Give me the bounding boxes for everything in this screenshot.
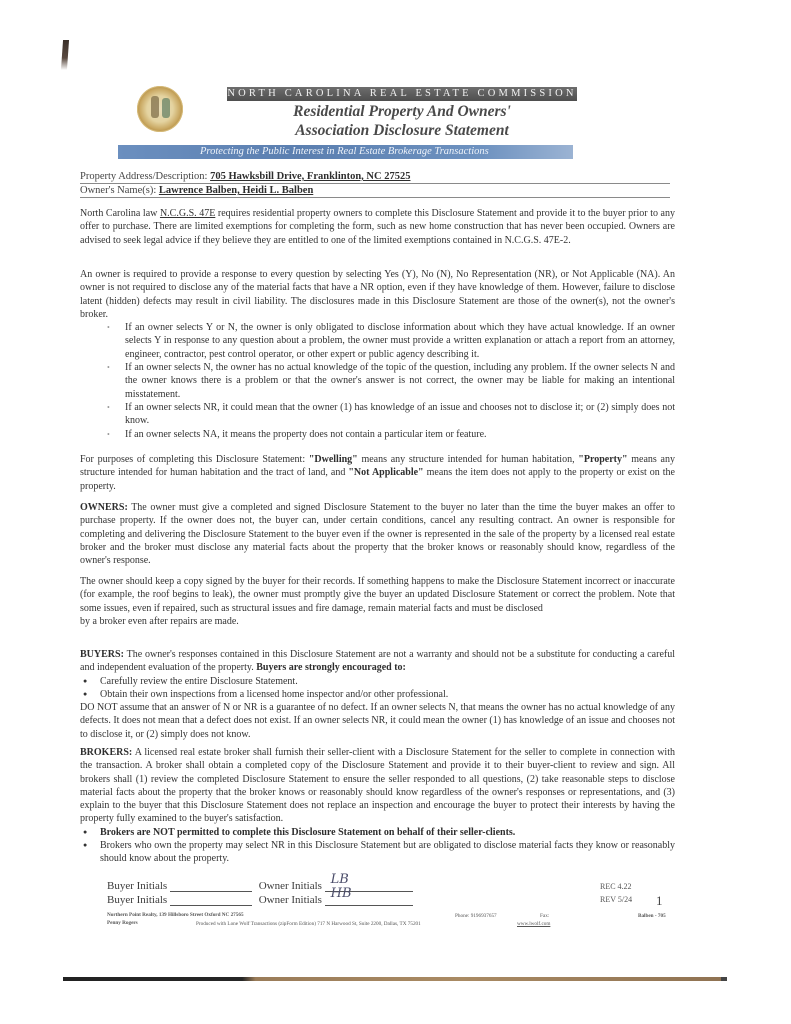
footer-file-name: Balben - 705 — [638, 913, 666, 919]
footer-website-link[interactable]: www.lwolf.com — [517, 921, 551, 927]
definitions-text: means any structure intended for human habitation, — [357, 454, 579, 465]
buyers-heading: BUYERS: — [80, 649, 124, 660]
form-rec-code: REC 4.22 — [600, 882, 632, 891]
intro-text: North Carolina law — [80, 208, 160, 219]
buyers-closing: DO NOT assume that an answer of N or NR is a guarantee of no defect. If an owner selects N, that means the owner has no actual knowledge of any defects. It does not mean that a defect does not exist. If an owner selects NR, it could mean the owner (1) has knowledge of an issue and chooses not to disclose it, or (2) simply does not know. — [80, 702, 675, 740]
initials-row-2 — [107, 886, 413, 906]
buyer-initials-label: Buyer Initials — [107, 880, 168, 892]
footer-produced-with: Produced with Lone Wolf Transactions (zipForm Edition) 717 N Harwood St, Suite 2200, Dallas, TX 75201 — [196, 921, 421, 927]
buyer-initials-label: Buyer Initials — [107, 894, 168, 906]
brokers-section — [80, 746, 675, 866]
definitions-text: means any structure intended for human habitation and the tract of land, and — [80, 454, 675, 479]
definitions-paragraph — [80, 453, 675, 493]
buyer-initials-field[interactable] — [170, 894, 252, 906]
response-instructions — [80, 268, 675, 441]
bullet-item: • If an owner selects NA, it means the property does not contain a particular item or feature. — [80, 428, 675, 441]
scan-artifact — [61, 40, 69, 70]
brokers-text: A licensed real estate broker shall furnish their seller-client with a Disclosure Statement for the seller to complete in connection with the transaction. A broker shall obtain a completed copy of the Disclosure Statement and provide it to their buyer-client to review and sign. All brokers shall (1) review the completed Disclosure Statement to ensure the seller responded to all questions, (2) take reasonable steps to disclose material facts about the property that the broker knows or reasonably should know regardless of the owner's responses or representations, and (3) explain to the buyer that this Disclosure Statement does not replace an inspection and encourage the buyer to protect their interests by having the property fully examined to the buyer's satisfaction. — [80, 747, 675, 825]
owner-initials-label: Owner Initials — [258, 894, 322, 906]
scan-bottom-edge — [63, 977, 727, 981]
buyers-section — [80, 648, 675, 741]
bullet-item — [80, 826, 675, 839]
page-number: 1 — [656, 893, 663, 908]
term-not-applicable: "Not Applicable" — [348, 467, 424, 479]
bullet-item: • If an owner selects Y or N, the owner is only obligated to disclose information about which they have actual knowledge. If an owner selects Y in response to any question about a problem, the owner must provide a written explanation or attach a report from an attorney, engineer, contractor, pest control operator, or other expert or public agency describing it. — [80, 321, 675, 361]
owners-update-paragraph — [80, 575, 675, 628]
statute-link[interactable]: N.C.G.S. 47E — [159, 208, 216, 219]
owner-names-value: Lawrence Balben, Heidi L. Balben — [158, 185, 314, 196]
property-address-label: Property Address/Description: — [80, 171, 208, 182]
brokers-bullet-list — [80, 826, 675, 866]
footer-fax: Fax: — [540, 913, 550, 919]
footer-brokerage: Northern Point Realty, 139 Hillsboro Street Oxford NC 27565 — [107, 912, 244, 918]
form-title — [227, 102, 577, 140]
term-dwelling: "Dwelling" — [308, 454, 358, 465]
intro-text-cont: requires residential property owners to complete this Disclosure Statement and provide it to the buyer prior to any offer to purchase. There are limited exemptions for completing the form, such as new home construction that has never been occupied. Owners are advised to seek legal advice if they believe they are entitled to one of the limited exemptions contained in N.C.G.S. 47E-2. — [80, 208, 675, 246]
tagline: Protecting the Public Interest in Real Estate Brokerage Transactions — [200, 146, 489, 157]
definitions-text: means the item does not apply to the property or exist on the property. — [80, 467, 675, 492]
form-title-line-2: Association Disclosure Statement — [295, 122, 509, 139]
buyers-bullet-list — [80, 675, 675, 702]
owner-initials-label: Owner Initials — [258, 880, 322, 892]
buyer-initials-field[interactable] — [170, 880, 252, 892]
form-title-line-1: Residential Property And Owners' — [293, 103, 511, 120]
brokers-heading: BROKERS: — [80, 747, 133, 758]
owners-section — [80, 501, 675, 567]
form-rev-code: REV 5/24 — [600, 895, 633, 904]
bullet-item: ● Brokers who own the property may select NR in this Disclosure Statement but are obligated to disclose material facts they know or reasonably should know about the property. — [80, 839, 675, 866]
response-bullet-list — [80, 321, 675, 441]
bullet-item: ● Carefully review the entire Disclosure Statement. — [80, 675, 675, 688]
owner-names-label: Owner's Name(s): — [80, 185, 157, 196]
owner-names-field — [80, 184, 670, 198]
owners-text: The owner must give a completed and signed Disclosure Statement to the buyer no later than the time the buyer makes an offer to purchase property. If the owner does not, the buyer can, under certain conditions, cancel any resulting contract. An owner is responsible for completing and delivering the Disclosure Statement to the buyer even if the owner is represented in the sale of the property by a licensed real estate broker and the broker must disclose any material facts about the property that the broker knows or reasonably should know, regardless of the owner's response. — [80, 502, 675, 567]
definitions-text: For purposes of completing this Disclosure Statement: — [80, 454, 309, 465]
owner-initials-signature: HB — [330, 886, 352, 901]
footer-phone: Phone: 9196937657 — [455, 913, 497, 919]
brokers-bold-bullet: Brokers are NOT permitted to complete this Disclosure Statement on behalf of their seller-clients. — [100, 826, 516, 838]
owners-update-text: The owner should keep a copy signed by the buyer for their records. If something happens to make the Disclosure Statement incorrect or inaccurate (for example, the roof begins to leak), the owner must promptly give the buyer an updated Disclosure Statement or correct the problem. Note that some issues, even if repaired, such as structural issues and fire damage, remain material facts and must be disclosed — [80, 576, 675, 614]
owners-update-text-cont: by a broker even after repairs are made. — [80, 615, 239, 627]
owners-heading: OWNERS: — [80, 502, 128, 513]
intro-paragraph — [80, 207, 675, 247]
footer-website[interactable] — [517, 921, 550, 928]
bullet-item: ● Obtain their own inspections from a licensed home inspector and/or other professional. — [80, 688, 675, 701]
buyers-emphasis: Buyers are strongly encouraged to: — [256, 662, 406, 674]
bullet-item: • If an owner selects NR, it could mean that the owner (1) has knowledge of an issue and chooses not to disclose it; or (2) simply does not know. — [80, 401, 675, 428]
response-paragraph: An owner is required to provide a response to every question by selecting Yes (Y), No (N), No Representation (NR), or Not Applicable (NA). An owner is not required to disclose any of the material facts that have a NR option, even if they have knowledge of them. However, failure to disclose latent (hidden) defects may result in civil liability. The disclosures made in this Disclosure Statement are those of the owner(s), not the owner's broker. — [80, 269, 675, 320]
property-address-value: 705 Hawksbill Drive, Franklinton, NC 27525 — [210, 171, 411, 182]
bullet-item: • If an owner selects N, the owner has no actual knowledge of the topic of the question, including any problem. If the owner selects N and the owner knows there is a problem or that the owner's answer is not correct, the owner may be liable for making an intentional misstatement. — [80, 361, 675, 401]
commission-banner: NORTH CAROLINA REAL ESTATE COMMISSION — [227, 88, 577, 99]
owner-initials-field[interactable] — [325, 886, 413, 906]
footer-agent: Penny Rogers — [107, 920, 138, 926]
property-address-field — [80, 170, 670, 184]
owner-initials-signature: LB — [330, 872, 349, 887]
initials-row-1 — [107, 872, 413, 892]
nc-commission-seal-icon — [137, 86, 183, 132]
term-property: "Property" — [578, 454, 628, 465]
buyers-text: The owner's responses contained in this Disclosure Statement are not a warranty and should not be a substitute for conducting a careful and independent evaluation of the property. — [80, 649, 675, 674]
